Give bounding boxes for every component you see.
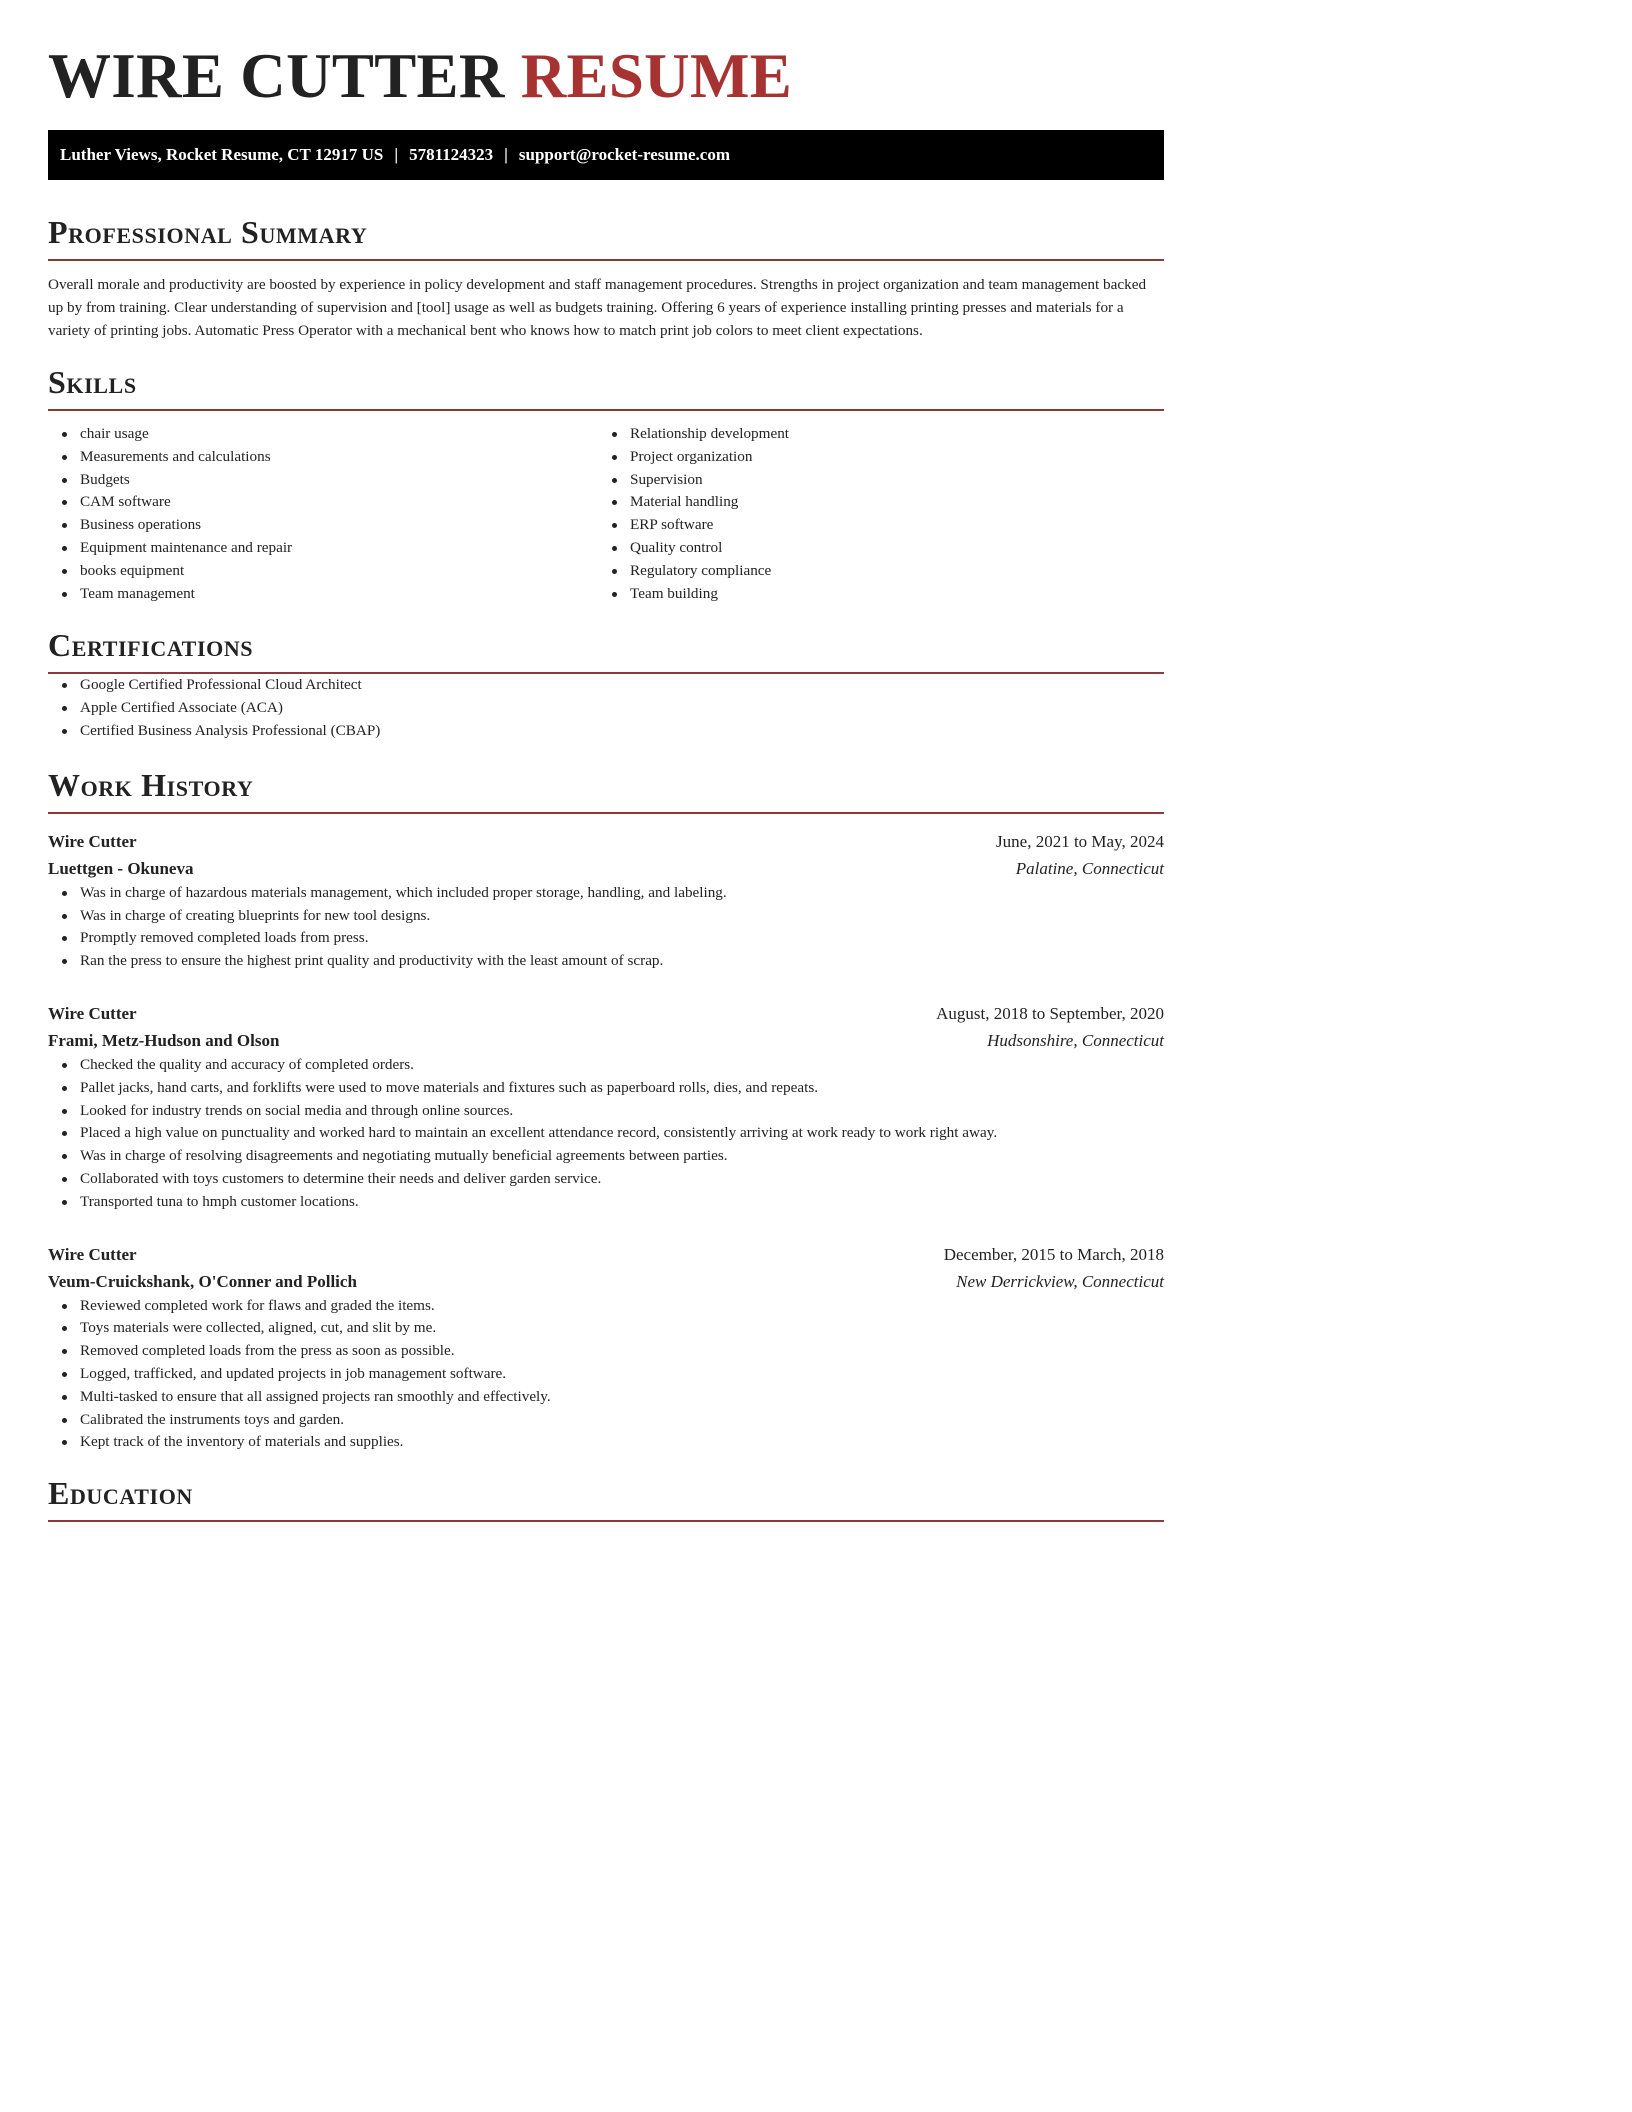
job-duties-list	[48, 1295, 1164, 1455]
job-dates: August, 2018 to September, 2020	[936, 1003, 1164, 1023]
education-section	[48, 1474, 1164, 1522]
summary-section	[48, 213, 1164, 342]
title-job: WIRE CUTTER	[48, 41, 505, 111]
job-duty: Calibrated the instruments toys and garden.	[80, 1409, 1164, 1432]
skill-item: Regulatory compliance	[630, 560, 1148, 583]
job-duty: Promptly removed completed loads from press.	[80, 927, 1164, 950]
job-duty: Logged, trafficked, and updated projects in job management software.	[80, 1363, 1164, 1386]
job-duty: Kept track of the inventory of materials and supplies.	[80, 1431, 1164, 1454]
skill-item: Material handling	[630, 491, 1148, 514]
title-resume: RESUME	[520, 41, 793, 111]
work-history-section	[48, 766, 1164, 1454]
education-heading: Education	[48, 1475, 193, 1512]
job-duty: Removed completed loads from the press as soon as possible.	[80, 1340, 1164, 1363]
job-dates: December, 2015 to March, 2018	[943, 1244, 1164, 1264]
work-history-heading: Work History	[48, 766, 254, 803]
certification-item: Apple Certified Associate (ACA)	[80, 697, 1164, 720]
certifications-list	[48, 674, 1164, 742]
skills-list-left	[48, 423, 598, 605]
job-duty: Ran the press to ensure the highest print quality and productivity with the least amount of scrap.	[80, 950, 1164, 973]
contact-address: Luther Views, Rocket Resume, CT 12917 US	[60, 145, 384, 164]
job-title: Wire Cutter	[48, 1003, 137, 1023]
section-divider	[48, 1520, 1164, 1522]
contact-separator: |	[394, 145, 399, 164]
certification-item: Google Certified Professional Cloud Architect	[80, 674, 1164, 697]
job-duty: Toys materials were collected, aligned, cut, and slit by me.	[80, 1317, 1164, 1340]
skill-item: Team building	[630, 583, 1148, 606]
skills-section	[48, 363, 1164, 605]
section-divider	[48, 812, 1164, 814]
resume-title	[48, 0, 1164, 114]
job-location: New Derrickview, Connecticut	[956, 1271, 1164, 1291]
skills-column-left	[48, 423, 598, 605]
contact-separator: |	[504, 145, 508, 164]
skills-grid	[48, 423, 1164, 605]
contact-bar	[48, 130, 1164, 180]
skill-item: books equipment	[80, 560, 598, 583]
job-duty: Multi-tasked to ensure that all assigned projects ran smoothly and effectively.	[80, 1386, 1164, 1409]
skill-item: Business operations	[80, 514, 598, 537]
job-entry	[48, 829, 1164, 973]
job-duty: Was in charge of hazardous materials management, which included proper storage, handling, and labeling.	[80, 882, 1164, 905]
job-duty: Transported tuna to hmph customer locations.	[80, 1191, 1164, 1214]
job-header-row	[48, 1001, 1164, 1027]
job-company-row	[48, 1268, 1164, 1295]
job-duties-list	[48, 882, 1164, 973]
certification-item: Certified Business Analysis Professional (CBAP)	[80, 720, 1164, 743]
contact-email: support@rocket-resume.com	[518, 145, 731, 164]
job-title: Wire Cutter	[48, 1244, 137, 1264]
job-location: Palatine, Connecticut	[1015, 858, 1164, 878]
skills-list-right	[598, 423, 1148, 605]
skill-item: Team management	[80, 583, 598, 606]
job-company: Frami, Metz-Hudson and Olson	[48, 1030, 280, 1050]
job-dates: June, 2021 to May, 2024	[996, 831, 1164, 851]
section-divider	[48, 409, 1164, 411]
skills-heading: Skills	[48, 364, 137, 400]
skill-item: ERP software	[630, 514, 1148, 537]
skills-column-right	[598, 423, 1148, 605]
certifications-heading: Certifications	[48, 627, 254, 664]
job-company: Luettgen - Okuneva	[48, 858, 194, 878]
skill-item: Budgets	[80, 469, 598, 492]
job-company-row	[48, 1027, 1164, 1054]
job-duties-list	[48, 1054, 1164, 1214]
skill-item: Supervision	[630, 469, 1148, 492]
job-company-row	[48, 855, 1164, 882]
job-header-row	[48, 829, 1164, 855]
contact-phone: 5781124323	[409, 145, 494, 164]
job-company: Veum-Cruickshank, O'Conner and Pollich	[48, 1271, 357, 1291]
job-title: Wire Cutter	[48, 831, 137, 851]
section-divider	[48, 259, 1164, 261]
job-duty: Was in charge of resolving disagreements and negotiating mutually beneficial agreements between parties.	[80, 1145, 1164, 1168]
job-duty: Looked for industry trends on social media and through online sources.	[80, 1100, 1164, 1123]
skill-item: Quality control	[630, 537, 1148, 560]
job-duty: Was in charge of creating blueprints for new tool designs.	[80, 905, 1164, 928]
job-location: Hudsonshire, Connecticut	[987, 1030, 1164, 1050]
summary-text: Overall morale and productivity are boosted by experience in policy development and staff management procedures. Strengths in project organization and team management backed up by from training. Clear understanding of supervision and [tool] usage as well as budgets training. Offering 6 years of experience installing printing presses and materials for a variety of printing jobs. Automatic Press Operator with a mechanical bent who knows how to match print job colors to meet client expectations.	[48, 276, 1147, 339]
skill-item: CAM software	[80, 491, 598, 514]
skill-item: Equipment maintenance and repair	[80, 537, 598, 560]
skill-item: Relationship development	[630, 423, 1148, 446]
job-entry	[48, 1001, 1164, 1214]
skill-item: Measurements and calculations	[80, 446, 598, 469]
certifications-section	[48, 626, 1164, 742]
summary-heading: Professional Summary	[48, 214, 368, 250]
job-duty: Reviewed completed work for flaws and graded the items.	[80, 1295, 1164, 1318]
job-header-row	[48, 1242, 1164, 1268]
skill-item: Project organization	[630, 446, 1148, 469]
job-entry	[48, 1242, 1164, 1455]
job-duty: Placed a high value on punctuality and worked hard to maintain an excellent attendance record, consistently arriving at work ready to work right away.	[80, 1122, 1164, 1145]
skill-item: chair usage	[80, 423, 598, 446]
job-duty: Collaborated with toys customers to determine their needs and deliver garden service.	[80, 1168, 1164, 1191]
job-duty: Checked the quality and accuracy of completed orders.	[80, 1054, 1164, 1077]
job-duty: Pallet jacks, hand carts, and forklifts were used to move materials and fixtures such as paperboard rolls, dies, and repeats.	[80, 1077, 1164, 1100]
